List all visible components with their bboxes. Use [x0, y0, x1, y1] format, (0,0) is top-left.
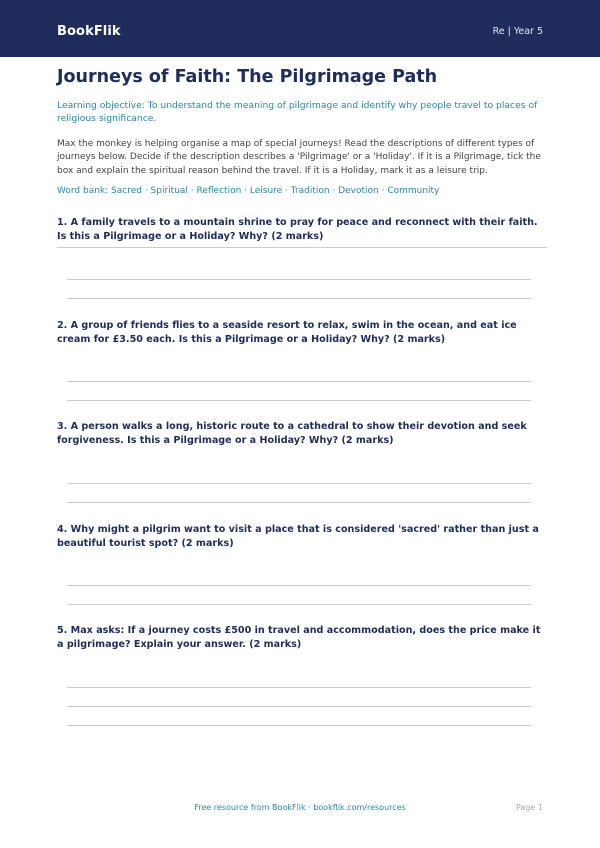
answer-line[interactable]	[67, 279, 531, 280]
worksheet-title: Journeys of Faith: The Pilgrimage Path	[57, 67, 438, 87]
answer-line[interactable]	[67, 706, 531, 707]
subject-year-label: Re | Year 5	[492, 26, 543, 37]
answer-line[interactable]	[67, 381, 531, 382]
instructions-paragraph: Max the monkey is helping organise a map of special journeys! Read the descriptions of different types of journeys below. Decide if the description describes a 'Pilgrimage' or a 'Holiday'. If it is a Pilgrimage, tick the box and explain the spiritual reason behind the travel. If it is a Holiday, mark it as a leisure trip.	[57, 139, 541, 176]
answer-line[interactable]	[67, 502, 531, 503]
answer-line[interactable]	[67, 483, 531, 484]
brand-logo[interactable]: BookFlik	[57, 24, 121, 39]
question-4: 4. Why might a pilgrim want to visit a place that is considered 'sacred' rather than just a beautiful tourist spot? (2 marks)	[57, 524, 539, 549]
question-divider	[57, 247, 547, 248]
answer-line[interactable]	[67, 604, 531, 605]
answer-line[interactable]	[67, 298, 531, 299]
word-bank: Word bank: Sacred · Spiritual · Reflection · Leisure · Tradition · Devotion · Community	[57, 186, 440, 196]
question-1: 1. A family travels to a mountain shrine to pray for peace and reconnect with their faith. Is this a Pilgrimage or a Holiday? Why? (2 marks)	[57, 217, 538, 242]
page-number: Page 1	[516, 803, 543, 812]
answer-line[interactable]	[67, 400, 531, 401]
learning-objective: Learning objective: To understand the meaning of pilgrimage and identify why people travel to places of religious significance.	[57, 100, 538, 125]
question-2: 2. A group of friends flies to a seaside resort to relax, swim in the ocean, and eat ice cream for £3.50 each. Is this a Pilgrimage or a Holiday? Why? (2 marks)	[57, 320, 517, 345]
answer-line[interactable]	[67, 687, 531, 688]
site-header	[0, 0, 600, 57]
footer-resource-link[interactable]: Free resource from BookFlik · bookflik.com/resources	[194, 803, 406, 812]
question-3: 3. A person walks a long, historic route to a cathedral to show their devotion and seek forgiveness. Is this a Pilgrimage or a Holiday? Why? (2 marks)	[57, 421, 527, 446]
question-5: 5. Max asks: If a journey costs £500 in travel and accommodation, does the price make it a pilgrimage? Explain your answer. (2 marks)	[57, 625, 541, 650]
answer-line[interactable]	[67, 585, 531, 586]
answer-line[interactable]	[67, 725, 531, 726]
